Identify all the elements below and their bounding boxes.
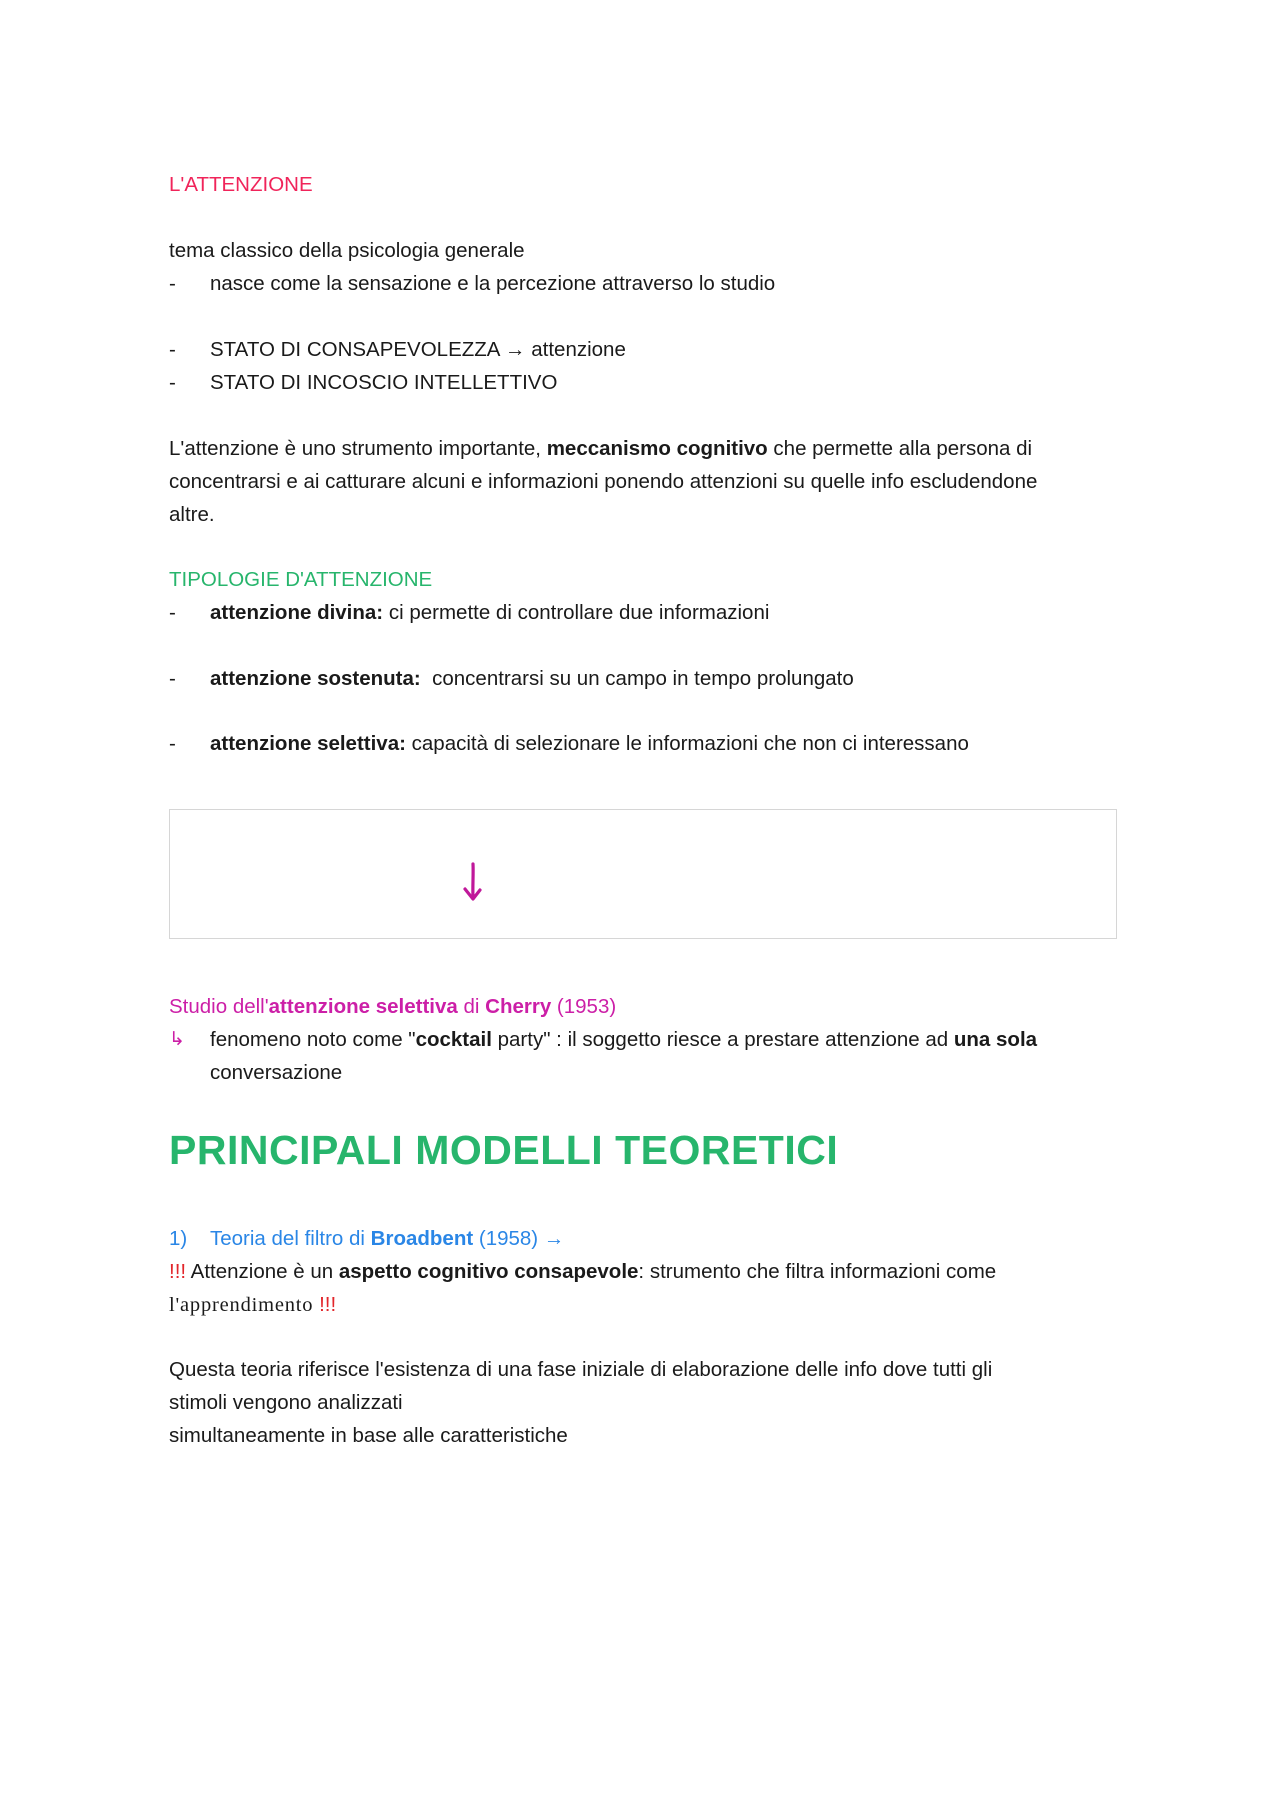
state-item-1-text: STATO DI CONSAPEVOLEZZA	[210, 338, 500, 361]
type-desc: ci permette di controllare due informazioni	[383, 601, 770, 624]
bullet-dash: -	[169, 272, 176, 295]
right-arrow-icon: →	[505, 338, 526, 361]
types-heading: TIPOLOGIE D'ATTENZIONE	[169, 568, 433, 591]
warning-marks: !!!	[319, 1293, 337, 1316]
bullet-dash: -	[169, 667, 176, 690]
type-term: attenzione divina:	[210, 601, 384, 624]
cherry-heading: Studio dell'attenzione selettiva di Cherry (1953)	[169, 995, 617, 1018]
corner-arrow-icon: ↳	[169, 1029, 185, 1050]
type-desc: capacità di selezionare le informazioni che non ci interessano	[405, 732, 969, 755]
model-1-paragraph-line-1: Questa teoria riferisce l'esistenza di una fase iniziale di elaborazione delle info dove tutti gli	[169, 1358, 993, 1381]
model-1-note-line-2: l'apprendimento !!!	[169, 1293, 337, 1316]
state-item-1-target: attenzione	[531, 338, 626, 361]
right-arrow-icon: →	[543, 1227, 565, 1250]
warning-marks: !!!	[169, 1260, 187, 1283]
hand-drawn-down-arrow-icon	[461, 862, 485, 904]
state-item-2-text: STATO DI INCOSCIO INTELLETTIVO	[210, 371, 558, 394]
definition-keyword: meccanismo cognitivo	[546, 437, 768, 460]
definition-line-3: altre.	[169, 503, 215, 526]
section-heading: PRINCIPALI MODELLI TEORETICI	[169, 1127, 839, 1173]
type-term: attenzione selettiva:	[210, 732, 406, 755]
model-1-paragraph-line-3: simultaneamente in base alle caratteristiche	[169, 1424, 568, 1447]
drawing-box	[169, 809, 1117, 939]
bullet-dash: -	[169, 601, 176, 624]
list-number: 1)	[169, 1227, 188, 1250]
bullet-dash: -	[169, 371, 176, 394]
type-desc: concentrarsi su un campo in tempo prolungato	[420, 667, 854, 690]
bullet-dash: -	[169, 338, 176, 361]
intro-bullet-text: nasce come la sensazione e la percezione attraverso lo studio	[210, 272, 776, 295]
bullet-dash: -	[169, 732, 176, 755]
model-1-paragraph-line-2: stimoli vengono analizzati	[169, 1391, 403, 1414]
page-title: L'ATTENZIONE	[169, 173, 313, 196]
type-term: attenzione sostenuta:	[210, 667, 421, 690]
definition-line-1: L'attenzione è uno strumento importante, meccanismo cognitivo che permette alla persona di	[169, 437, 1033, 460]
model-1-note-line-1: !!! Attenzione è un aspetto cognitivo consapevole: strumento che filtra informazioni come	[169, 1260, 997, 1283]
definition-line-2: concentrarsi e ai catturare alcuni e informazioni ponendo attenzioni su quelle info escludendone	[169, 470, 1038, 493]
cherry-detail-line-2: conversazione	[210, 1061, 343, 1084]
intro-line: tema classico della psicologia generale	[169, 239, 525, 262]
